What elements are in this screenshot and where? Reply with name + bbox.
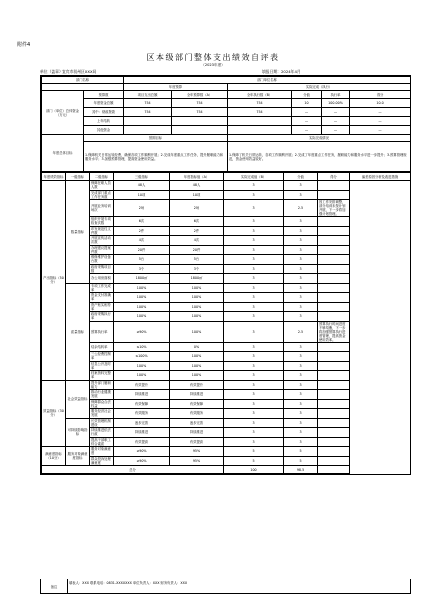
- indicator-name: 持续推进依法行政: [90, 428, 114, 438]
- score: 3: [284, 428, 318, 438]
- max-score: 3: [224, 181, 284, 191]
- indicator-name: 群众投诉处理满意度: [90, 456, 114, 466]
- deviation-analysis: [318, 264, 350, 274]
- finance-cell: [124, 126, 172, 135]
- max-score: 3: [224, 437, 284, 447]
- finance-col: 全年执行数（B）: [228, 91, 292, 99]
- indicator-name: 预算执行率: [90, 321, 114, 342]
- indicator-name: 信息公开及时率: [90, 361, 114, 371]
- unit-name: 宜宾市叙州区XXX局: [62, 69, 97, 74]
- max-score: 3: [224, 390, 284, 400]
- finance-col: 执行率: [322, 91, 350, 99]
- max-score: 3: [224, 302, 284, 312]
- indicator-name: 结余结转率: [90, 342, 114, 352]
- page-title: 区本级部门整体支出绩效自评表: [146, 53, 280, 62]
- finance-cell: [172, 117, 228, 126]
- max-score: 3: [224, 342, 284, 352]
- finance-cell: 754: [228, 108, 292, 117]
- actual-value: 100%: [170, 312, 224, 322]
- score: 5: [284, 456, 318, 466]
- target-value: 20件: [114, 245, 170, 255]
- deviation-analysis: 因工作安排调整，部分培训未按计划开展，下一步将加强计划管理。: [318, 200, 350, 217]
- indicator-name: 专项工作完成率: [90, 283, 114, 293]
- target-value: 100%: [114, 283, 170, 293]
- remarks-row: [40, 579, 411, 594]
- indicator-name: 维修维护设备台数: [90, 255, 114, 265]
- deviation-analysis: [318, 274, 350, 284]
- perf-section-label: 年度绩效指标: [42, 173, 66, 181]
- indicator-name: 办理建议提案件数: [90, 245, 114, 255]
- max-score: 3: [224, 283, 284, 293]
- deviation-analysis: 预算执行时间进度不够均衡，下一步将加强预算执行进度管理，提高资金使用效率。: [318, 321, 350, 342]
- score: 3: [284, 361, 318, 371]
- actual-value: 100%: [170, 361, 224, 371]
- target-value: 有效提高: [114, 437, 170, 447]
- blank-corner: [42, 84, 124, 91]
- indicator-row: [42, 418, 411, 428]
- indicator-name: 长效管理机制建设: [90, 418, 114, 428]
- finance-cell: 10: [292, 99, 322, 108]
- deviation-analysis: [318, 283, 350, 293]
- level2-indicator: 质量指标: [66, 283, 90, 380]
- fill-date: 填报日期：2024年4月: [262, 69, 301, 74]
- target-value: 逐步完善: [114, 418, 170, 428]
- finance-col: 项目支出总额: [124, 91, 172, 99]
- deviation-analysis: [318, 447, 350, 457]
- annex-label: 附件4: [17, 42, 31, 48]
- finance-cell: —: [322, 126, 350, 135]
- target-value: 48人: [114, 181, 170, 191]
- perf-col: 偏差原因分析及改进措施: [350, 173, 411, 181]
- max-score: 3: [224, 264, 284, 274]
- indicator-name: 开展宣传活动次数: [90, 236, 114, 246]
- indicator-row: [42, 181, 411, 191]
- indicator-name: 印发规范性文件数: [90, 226, 114, 236]
- finance-row-label: 其他资金: [84, 126, 124, 135]
- finance-col: 全年预算数（A）: [172, 91, 228, 99]
- score: 3: [284, 236, 318, 246]
- actual-value: 有效服务: [170, 409, 224, 419]
- max-score: 3: [224, 226, 284, 236]
- actual-value: 10项: [170, 190, 224, 200]
- indicator-row: [42, 399, 411, 409]
- score: 3: [284, 226, 318, 236]
- max-score: 3: [224, 190, 284, 200]
- indicator-row: [42, 312, 411, 322]
- target-value: 2场: [114, 200, 170, 217]
- indicator-row: [42, 390, 411, 400]
- target-value: ≤10%: [114, 342, 170, 352]
- deviation-analysis: [318, 312, 350, 322]
- actual-value: 48人: [170, 181, 224, 191]
- target-value: 持续推进: [114, 390, 170, 400]
- score: 3: [284, 418, 318, 428]
- goals-actual-label: 实际完成情况: [228, 135, 411, 142]
- target-value: 有效保障: [114, 399, 170, 409]
- dept-name-value: 部门单位名称: [124, 77, 411, 84]
- indicator-row: [42, 380, 411, 390]
- actual-value: 有效提高: [170, 437, 224, 447]
- deviation-analysis: [318, 437, 350, 447]
- indicator-name: 提高干部职工综合素质: [90, 437, 114, 447]
- max-score: 3: [224, 321, 284, 342]
- deviation-analysis: [318, 380, 350, 390]
- target-value: 持续推进: [114, 428, 170, 438]
- deviation-analysis: [318, 428, 350, 438]
- max-score: 3: [224, 236, 284, 246]
- target-value: 6次: [114, 217, 170, 227]
- score: 3: [284, 342, 318, 352]
- deviation-analysis: [318, 390, 350, 400]
- indicator-name: 办公用房面积: [90, 274, 114, 284]
- indicator-row: [42, 200, 411, 217]
- finance-row-label: 其中：财政拨款: [84, 108, 124, 117]
- total-score: 98.5: [284, 466, 318, 474]
- deviation-analysis: [318, 456, 350, 466]
- goals-actual-text: 1.保障了机关日常运转，各项工作顺利开展；2.完成了年度重点工作任务，履职能力和服务水平进一步提升；3.预算管理规范，资金使用效益较好。: [228, 142, 411, 172]
- target-value: ≥90%: [114, 321, 170, 342]
- indicator-row: [42, 283, 411, 293]
- finance-cell: 100.00%: [322, 99, 350, 108]
- finance-row: [42, 126, 411, 135]
- actual-value: 5台: [170, 255, 224, 265]
- level2-indicator: 社会效益指标: [66, 380, 90, 418]
- finance-cell: —: [292, 126, 322, 135]
- deviation-analysis: [318, 293, 350, 303]
- finance-cell: 754: [124, 108, 172, 117]
- finance-cell: 754: [228, 99, 292, 108]
- indicator-name: 保障群众合法权益: [90, 399, 114, 409]
- target-value: ≤100%: [114, 352, 170, 362]
- perf-header-row: [42, 173, 411, 181]
- max-score: 3: [224, 399, 284, 409]
- deviation-analysis: [318, 245, 350, 255]
- finance-row-label: 上年结转: [84, 117, 124, 126]
- deviation-analysis: [318, 361, 350, 371]
- level1-indicator: 效益指标（30分）: [42, 380, 66, 447]
- max-score: 5: [224, 447, 284, 457]
- indicator-row: [42, 293, 411, 303]
- target-value: 100%: [114, 312, 170, 322]
- indicator-row: [42, 371, 411, 381]
- actual-value: 1800㎡: [170, 274, 224, 284]
- indicator-name: 保障在职人员人数: [90, 181, 114, 191]
- level2-indicator: 数量指标: [66, 181, 90, 284]
- indicator-name: 政府采购执行率: [90, 312, 114, 322]
- page-subtitle: （2023年度）: [201, 63, 225, 67]
- finance-group-label: 部门（单位）总体资金（万元）: [42, 91, 84, 135]
- indicator-name: 政府采购项目数: [90, 264, 114, 274]
- score: 3: [284, 380, 318, 390]
- indicator-name: 档案资料完整率: [90, 371, 114, 381]
- score: 3: [284, 302, 318, 312]
- score: 3: [284, 190, 318, 200]
- finance-table: [41, 76, 411, 172]
- score: 3: [284, 181, 318, 191]
- indicator-name: 推动行业健康发展: [90, 390, 114, 400]
- target-value: 100%: [114, 293, 170, 303]
- max-score: 3: [224, 274, 284, 284]
- level2-indicator: 服务对象满意度指标: [66, 447, 90, 466]
- remarks-text: 填表人：XXX 联系电话：0831-XXXXXXX 单位负责人：XXX 财务负责人：XXX: [69, 581, 188, 585]
- finance-cell: [124, 117, 172, 126]
- deviation-analysis: [318, 399, 350, 409]
- indicator-name: 开展业务培训场次: [90, 200, 114, 217]
- indicator-row: [42, 456, 411, 466]
- max-score: 5: [224, 456, 284, 466]
- score: 3: [284, 245, 318, 255]
- finance-col: 得分: [350, 91, 411, 99]
- score: 3: [284, 352, 318, 362]
- max-score: 3: [224, 217, 284, 227]
- score: 3: [284, 274, 318, 284]
- target-value: 100%: [114, 371, 170, 381]
- indicator-name: 服务对象满意度: [90, 447, 114, 457]
- indicator-row: [42, 447, 411, 457]
- indicator-row: [42, 409, 411, 419]
- actual-value: 持续推进: [170, 428, 224, 438]
- finance-row: [42, 117, 411, 126]
- target-value: 3个: [114, 264, 170, 274]
- indicator-row: [42, 217, 411, 227]
- remarks-label: 备注: [41, 579, 68, 593]
- deviation-analysis: [318, 352, 350, 362]
- target-value: 100%: [114, 302, 170, 312]
- score: 3: [284, 312, 318, 322]
- actual-value: 100%: [170, 371, 224, 381]
- perf-col: 实际完成值（B）: [224, 173, 284, 181]
- score: 2.5: [284, 321, 318, 342]
- target-value: 5台: [114, 255, 170, 265]
- max-score: 3: [224, 200, 284, 217]
- actual-value: 100%: [170, 302, 224, 312]
- deviation-analysis: [318, 236, 350, 246]
- actual-value: 95%: [170, 456, 224, 466]
- actual-value: 2场: [170, 200, 224, 217]
- deviation-analysis: [318, 181, 350, 191]
- max-score: 3: [224, 428, 284, 438]
- deviation-analysis: [318, 371, 350, 381]
- total-max: 100: [224, 466, 284, 474]
- total-row: [42, 466, 411, 474]
- finance-cell: 754: [172, 99, 228, 108]
- score: 3: [284, 217, 318, 227]
- deviation-analysis: [318, 302, 350, 312]
- plan-col-label: 年度预算: [124, 84, 228, 91]
- actual-value: 有效保障: [170, 399, 224, 409]
- target-value: ≥90%: [114, 447, 170, 457]
- indicator-row: [42, 302, 411, 312]
- score: 3: [284, 409, 318, 419]
- indicator-name: 组织开展专项检查次数: [90, 217, 114, 227]
- indicator-row: [42, 352, 411, 362]
- target-value: 2件: [114, 226, 170, 236]
- score: 2.5: [284, 200, 318, 217]
- finance-col: 预算数: [84, 91, 124, 99]
- max-score: 3: [224, 409, 284, 419]
- indicator-row: [42, 255, 411, 265]
- max-score: 3: [224, 293, 284, 303]
- indicator-row: [42, 264, 411, 274]
- actual-value: 100%: [170, 293, 224, 303]
- performance-table: [41, 172, 411, 474]
- evaluation-table: [40, 75, 411, 475]
- deviation-analysis: [318, 409, 350, 419]
- perf-col: 得分: [318, 173, 350, 181]
- target-value: 10项: [114, 190, 170, 200]
- actual-value: 有效提升: [170, 380, 224, 390]
- deviation-analysis: [318, 226, 350, 236]
- indicator-row: [42, 245, 411, 255]
- finance-row-label: 年度资金总额: [84, 99, 124, 108]
- score: 3: [284, 371, 318, 381]
- actual-value: 100%: [170, 283, 224, 293]
- target-value: 4次: [114, 236, 170, 246]
- deviation-analysis: [318, 255, 350, 265]
- score: 3: [284, 255, 318, 265]
- perf-col: 年度指标值（A）: [170, 173, 224, 181]
- actual-value: 持续推进: [170, 390, 224, 400]
- indicator-row: [42, 428, 411, 438]
- dept-name-label: 部门名称: [42, 77, 124, 84]
- finance-row: [42, 99, 411, 108]
- max-score: 3: [224, 312, 284, 322]
- score: 3: [284, 293, 318, 303]
- indicator-row: [42, 361, 411, 371]
- actual-value: 20件: [170, 245, 224, 255]
- indicator-name: 提升部门履职能力: [90, 380, 114, 390]
- finance-cell: 754: [172, 108, 228, 117]
- actual-value: 4次: [170, 236, 224, 246]
- indicator-name: 三公经费控制率: [90, 352, 114, 362]
- score: 3: [284, 283, 318, 293]
- actual-value: 6次: [170, 217, 224, 227]
- target-value: 有效提升: [114, 380, 170, 390]
- indicator-name: 资产账实相符率: [90, 302, 114, 312]
- total-blank: [318, 466, 350, 474]
- indicator-row: [42, 274, 411, 284]
- deviation-analysis: [318, 342, 350, 352]
- actual-col-label: 实际完成（执行）: [228, 84, 411, 91]
- perf-col: 二级指标: [90, 173, 114, 181]
- finance-cell: —: [292, 108, 322, 117]
- target-value: ≥90%: [114, 456, 170, 466]
- target-value: 100%: [114, 361, 170, 371]
- indicator-row: [42, 437, 411, 447]
- max-score: 3: [224, 255, 284, 265]
- finance-cell: —: [322, 117, 350, 126]
- perf-col: 一级指标: [66, 173, 90, 181]
- score: 3: [284, 437, 318, 447]
- indicator-row: [42, 190, 411, 200]
- level1-indicator: 满意度指标（10分）: [42, 447, 66, 466]
- max-score: 3: [224, 418, 284, 428]
- indicator-name: 完成部门重点工作任务数: [90, 190, 114, 200]
- max-score: 3: [224, 352, 284, 362]
- score: 3: [284, 390, 318, 400]
- indicator-name: 资金支付准确率: [90, 293, 114, 303]
- finance-cell: —: [350, 126, 411, 135]
- deviation-analysis: [318, 217, 350, 227]
- actual-value: 0%: [170, 342, 224, 352]
- actual-value: 100%: [170, 321, 224, 342]
- target-value: 1800㎡: [114, 274, 170, 284]
- score: 3: [284, 264, 318, 274]
- max-score: 3: [224, 245, 284, 255]
- max-score: 3: [224, 380, 284, 390]
- target-value: 有效服务: [114, 409, 170, 419]
- score: 3: [284, 399, 318, 409]
- finance-row: [42, 108, 411, 117]
- finance-cell: —: [322, 108, 350, 117]
- finance-cell: [172, 126, 228, 135]
- perf-col: 三级指标: [114, 173, 170, 181]
- goals-expected-label: 预期目标: [84, 135, 228, 142]
- max-score: 3: [224, 371, 284, 381]
- indicator-row: [42, 226, 411, 236]
- indicator-row: [42, 321, 411, 342]
- goals-expected-text: 1.保障机关日常运转经费，确保各项工作顺利开展；2.完成年度重点工作任务，提升履职能力和服务水平；3.加强预算管理，提高资金使用效益。: [84, 142, 228, 172]
- actual-value: 2件: [170, 226, 224, 236]
- finance-cell: 10.0: [350, 99, 411, 108]
- finance-cell: —: [350, 108, 411, 117]
- indicator-row: [42, 342, 411, 352]
- actual-value: 逐步完善: [170, 418, 224, 428]
- max-score: 3: [224, 361, 284, 371]
- goals-label: 年度总体目标: [42, 135, 84, 172]
- deviation-analysis: [318, 190, 350, 200]
- finance-cell: —: [292, 117, 322, 126]
- actual-value: 95%: [170, 447, 224, 457]
- perf-col: 分值: [284, 173, 318, 181]
- finance-cell: 754: [124, 99, 172, 108]
- finance-cell: —: [350, 117, 411, 126]
- finance-col: 分值: [292, 91, 322, 99]
- actual-value: 3个: [170, 264, 224, 274]
- level2-indicator: 可持续影响指标: [66, 418, 90, 447]
- total-label: 总分: [42, 466, 224, 474]
- level1-indicator: 产出指标（50分）: [42, 181, 66, 381]
- unit-label: 单位（盖章）：: [40, 69, 67, 74]
- actual-value: 100%: [170, 352, 224, 362]
- finance-cell: [228, 126, 292, 135]
- finance-cell: [228, 117, 292, 126]
- indicator-name: 服务经济社会发展: [90, 409, 114, 419]
- score: 5: [284, 447, 318, 457]
- indicator-row: [42, 236, 411, 246]
- deviation-analysis: [318, 418, 350, 428]
